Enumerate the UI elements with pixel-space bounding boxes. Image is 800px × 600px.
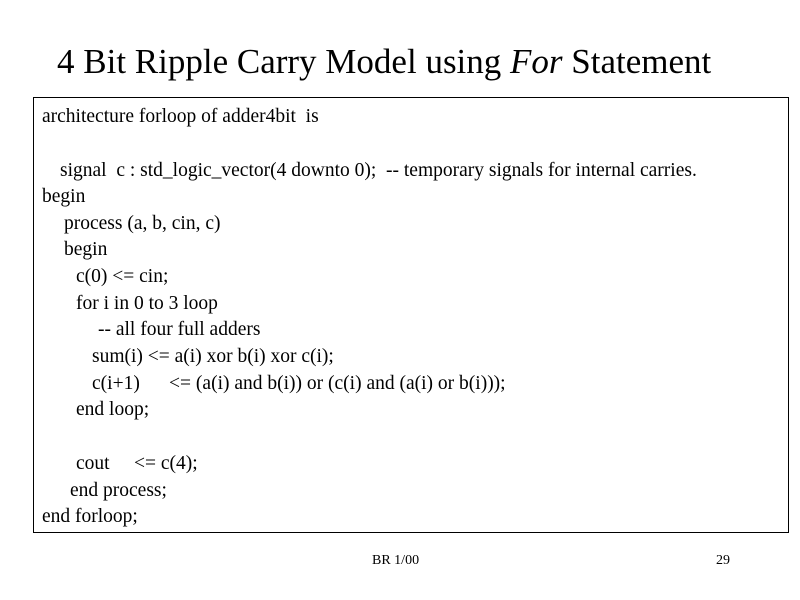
code-line: sum(i) <= a(i) xor b(i) xor c(i); (92, 346, 334, 367)
code-line: architecture forloop of adder4bit is (42, 106, 319, 127)
code-line: cout <= c(4); (76, 453, 198, 474)
slide-title (57, 38, 711, 86)
code-line: end process; (70, 480, 167, 501)
code-line: -- all four full adders (98, 319, 261, 340)
title-prefix: 4 Bit Ripple Carry Model using (57, 42, 511, 81)
page-number: 29 (716, 553, 730, 568)
code-line: signal c : std_logic_vector(4 downto 0); -- temporary signals for internal carries. (60, 160, 697, 181)
code-line: c(0) <= cin; (76, 266, 169, 287)
code-line: end loop; (76, 399, 150, 420)
code-line: end forloop; (42, 506, 138, 527)
title-suffix: Statement (562, 42, 712, 81)
code-block (33, 97, 789, 533)
title-emphasis: For (510, 42, 563, 81)
footer-label: BR 1/00 (372, 553, 420, 568)
code-line: for i in 0 to 3 loop (76, 293, 218, 314)
code-line: begin (64, 239, 108, 260)
code-line: process (a, b, cin, c) (64, 213, 221, 234)
code-line: c(i+1) <= (a(i) and b(i)) or (c(i) and (a(i) or b(i))); (92, 373, 506, 394)
code-line: begin (42, 186, 86, 207)
